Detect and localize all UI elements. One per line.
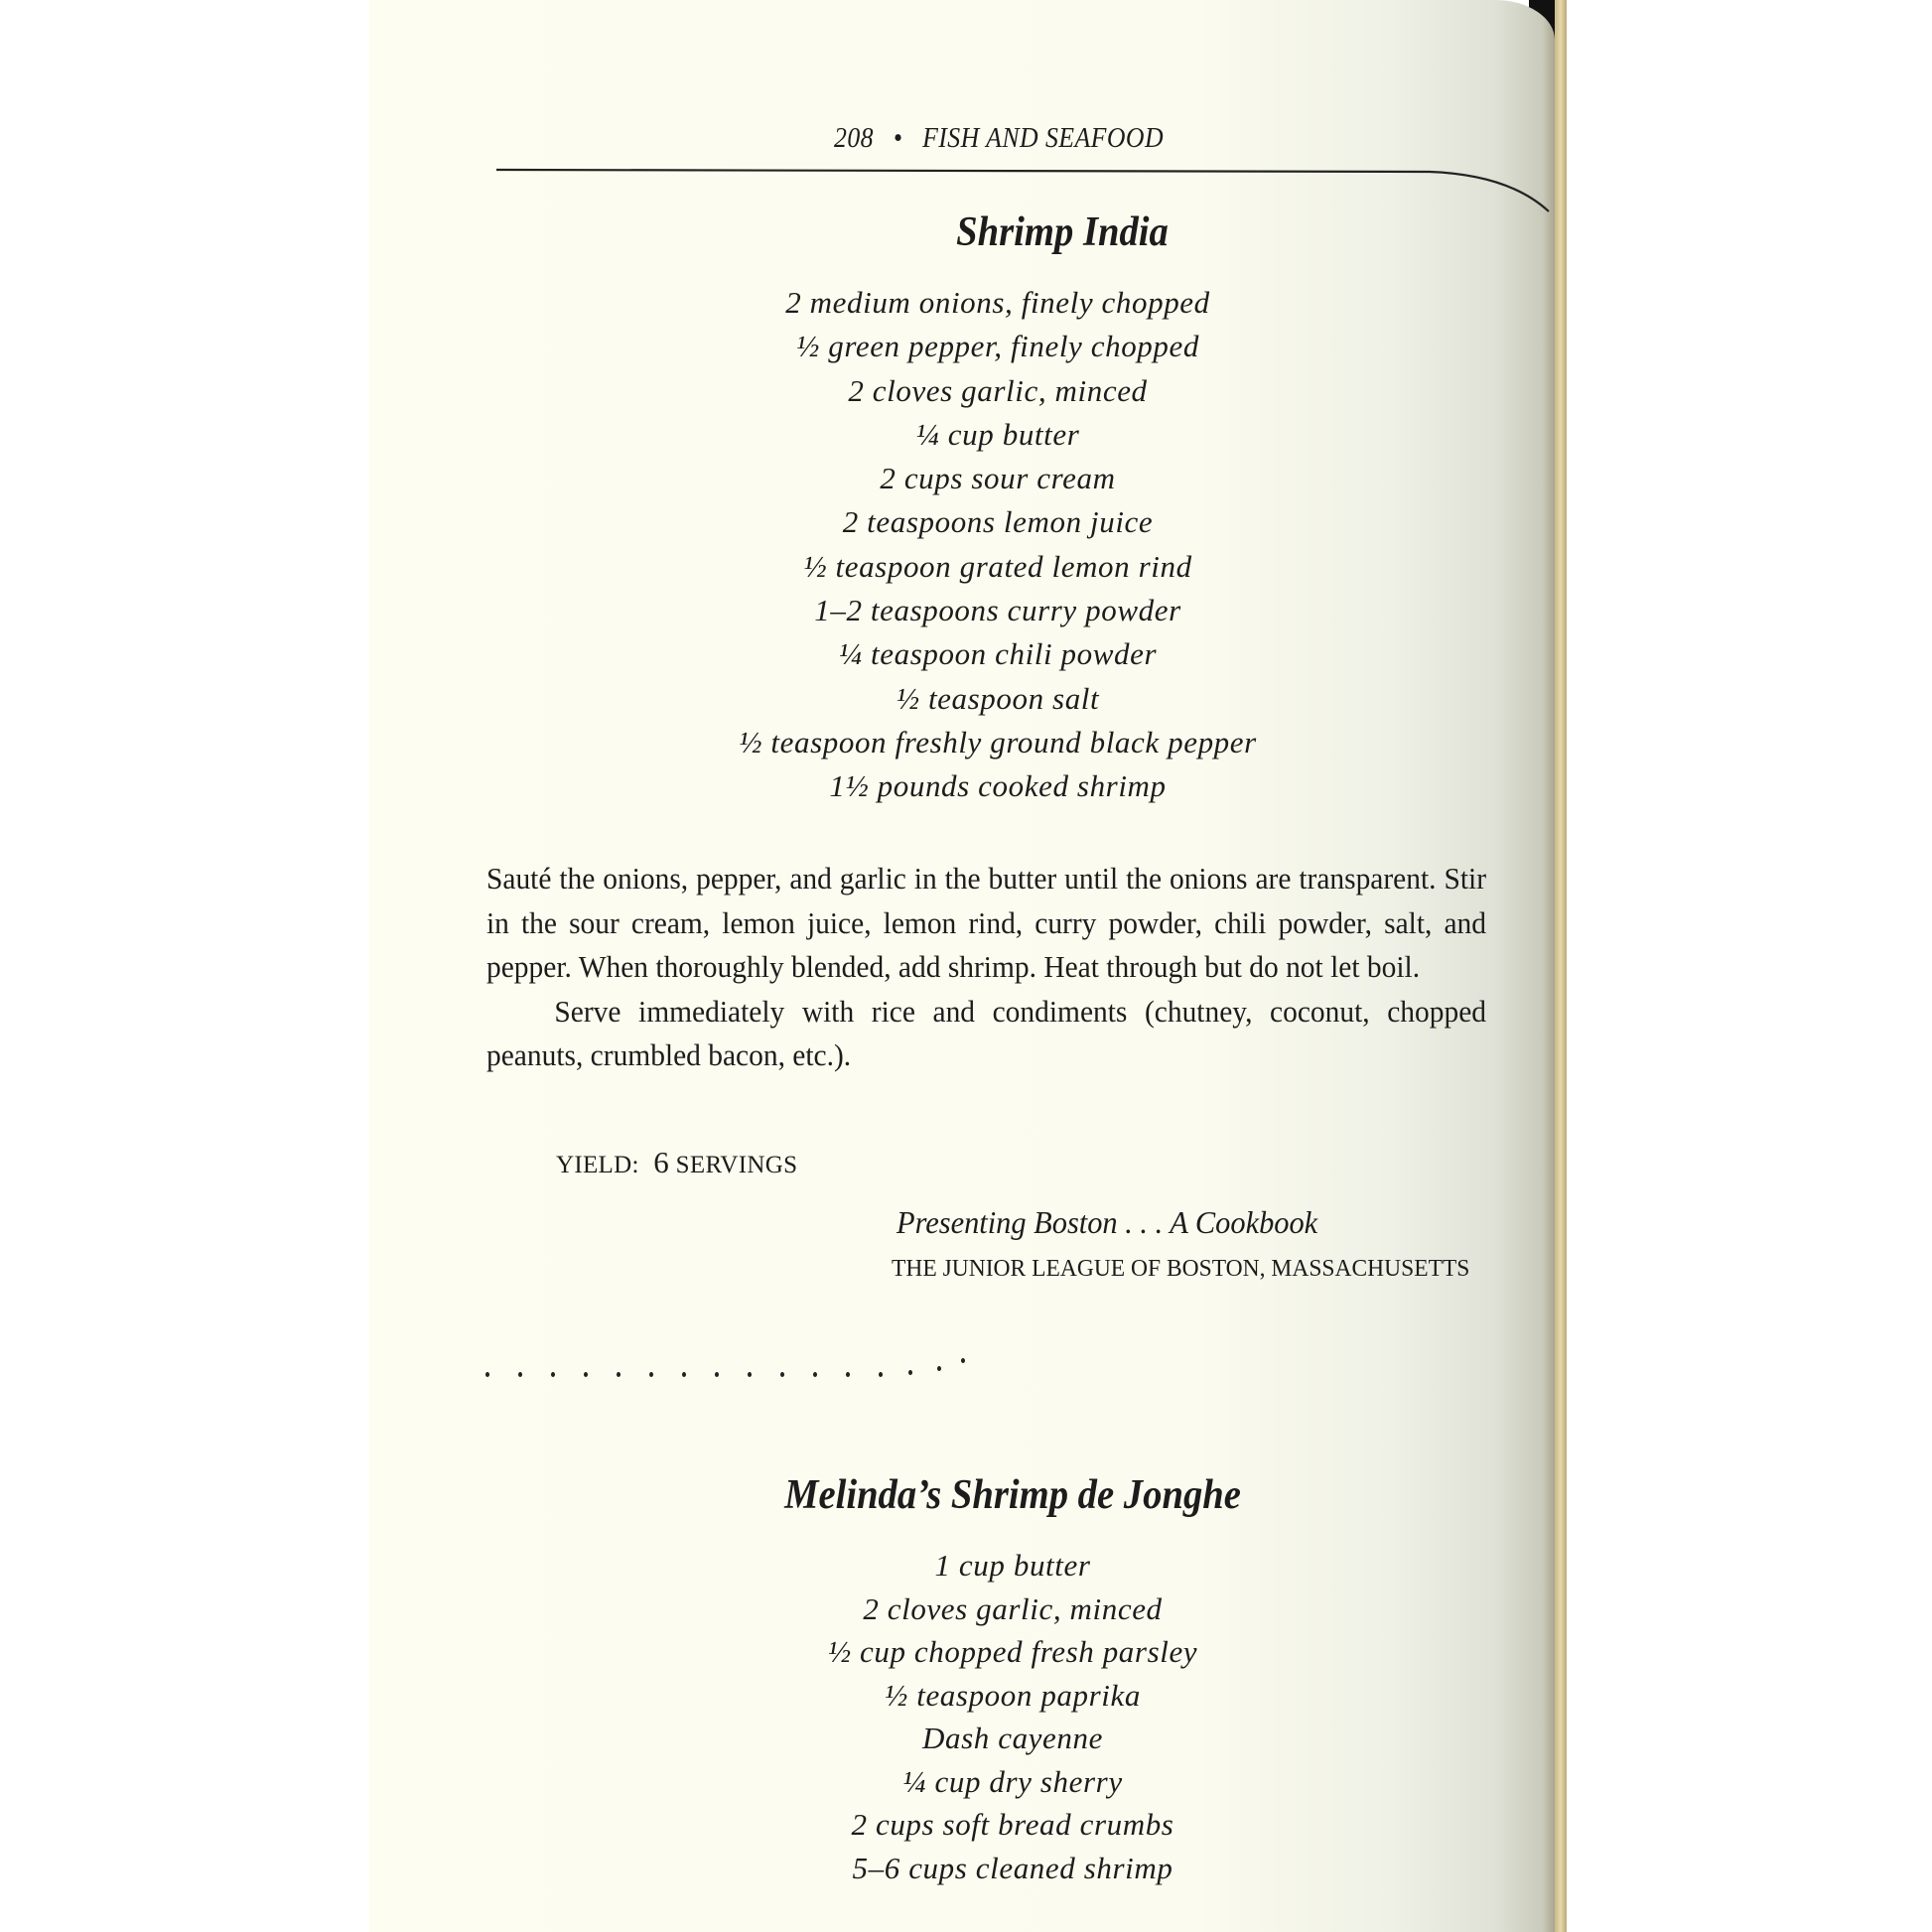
yield-label: YIELD: xyxy=(556,1152,639,1178)
source-book-title: Presenting Boston . . . A Cookbook xyxy=(897,1204,1318,1240)
bullet-separator: • xyxy=(893,123,903,154)
ingredient-item: ½ teaspoon salt xyxy=(896,680,1100,716)
dotted-divider xyxy=(476,1352,1568,1392)
recipe-directions xyxy=(486,857,1486,1078)
ingredient-item: 2 cups sour cream xyxy=(880,461,1116,496)
ingredient-item: ¼ teaspoon chili powder xyxy=(838,636,1158,672)
ingredient-list xyxy=(0,1544,1932,1889)
ingredient-item: 5–6 cups cleaned shrimp xyxy=(852,1850,1173,1885)
ingredient-item: ½ teaspoon grated lemon rind xyxy=(803,548,1192,584)
yield-unit: SERVINGS xyxy=(675,1152,798,1178)
ingredient-item: ½ teaspoon freshly ground black pepper xyxy=(739,724,1257,759)
direction-paragraph: Sauté the onions, pepper, and garlic in the butter until the onions are transparent. Stir in the sour cream, lemon juice, lemon rind, curry powder, chili powder, salt, and pepper. When thoroughly blended, add shrimp. Heat through but do not let boil. xyxy=(486,861,1486,985)
ingredient-list xyxy=(0,281,1932,809)
ingredient-item: ½ cup chopped fresh parsley xyxy=(827,1634,1198,1669)
yield-number: 6 xyxy=(653,1145,670,1179)
ingredient-item: 2 medium onions, finely chopped xyxy=(785,285,1210,320)
direction-paragraph: Serve immediately with rice and condiments (chutney, coconut, chopped peanuts, crumbled bacon, etc.). xyxy=(486,993,1486,1073)
source-organization: THE JUNIOR LEAGUE OF BOSTON, MASSACHUSETTS xyxy=(892,1256,1470,1282)
ingredient-item: ¼ cup dry sherry xyxy=(902,1763,1123,1799)
ingredient-item: 1–2 teaspoons curry powder xyxy=(814,593,1181,628)
recipe-title: Shrimp India xyxy=(956,209,1169,255)
ingredient-item: 2 cloves garlic, minced xyxy=(848,372,1148,408)
recipe-yield xyxy=(556,1145,797,1180)
ingredient-item: Dash cayenne xyxy=(922,1721,1103,1755)
ingredient-item: ½ teaspoon paprika xyxy=(885,1677,1141,1713)
page-number: 208 xyxy=(834,123,875,154)
ingredient-item: 2 teaspoons lemon juice xyxy=(842,504,1154,540)
ingredient-item: ½ green pepper, finely chopped xyxy=(796,329,1199,364)
ingredient-item: 1½ pounds cooked shrimp xyxy=(829,768,1167,804)
ingredient-item: 2 cloves garlic, minced xyxy=(863,1590,1163,1626)
running-head xyxy=(834,123,1164,155)
section-title: FISH AND SEAFOOD xyxy=(922,123,1165,154)
ingredient-item: 2 cups soft bread crumbs xyxy=(851,1807,1174,1842)
ingredient-item: ¼ cup butter xyxy=(915,416,1080,452)
ingredient-item: 1 cup butter xyxy=(934,1548,1091,1583)
recipe-title: Melinda’s Shrimp de Jonghe xyxy=(784,1472,1241,1518)
